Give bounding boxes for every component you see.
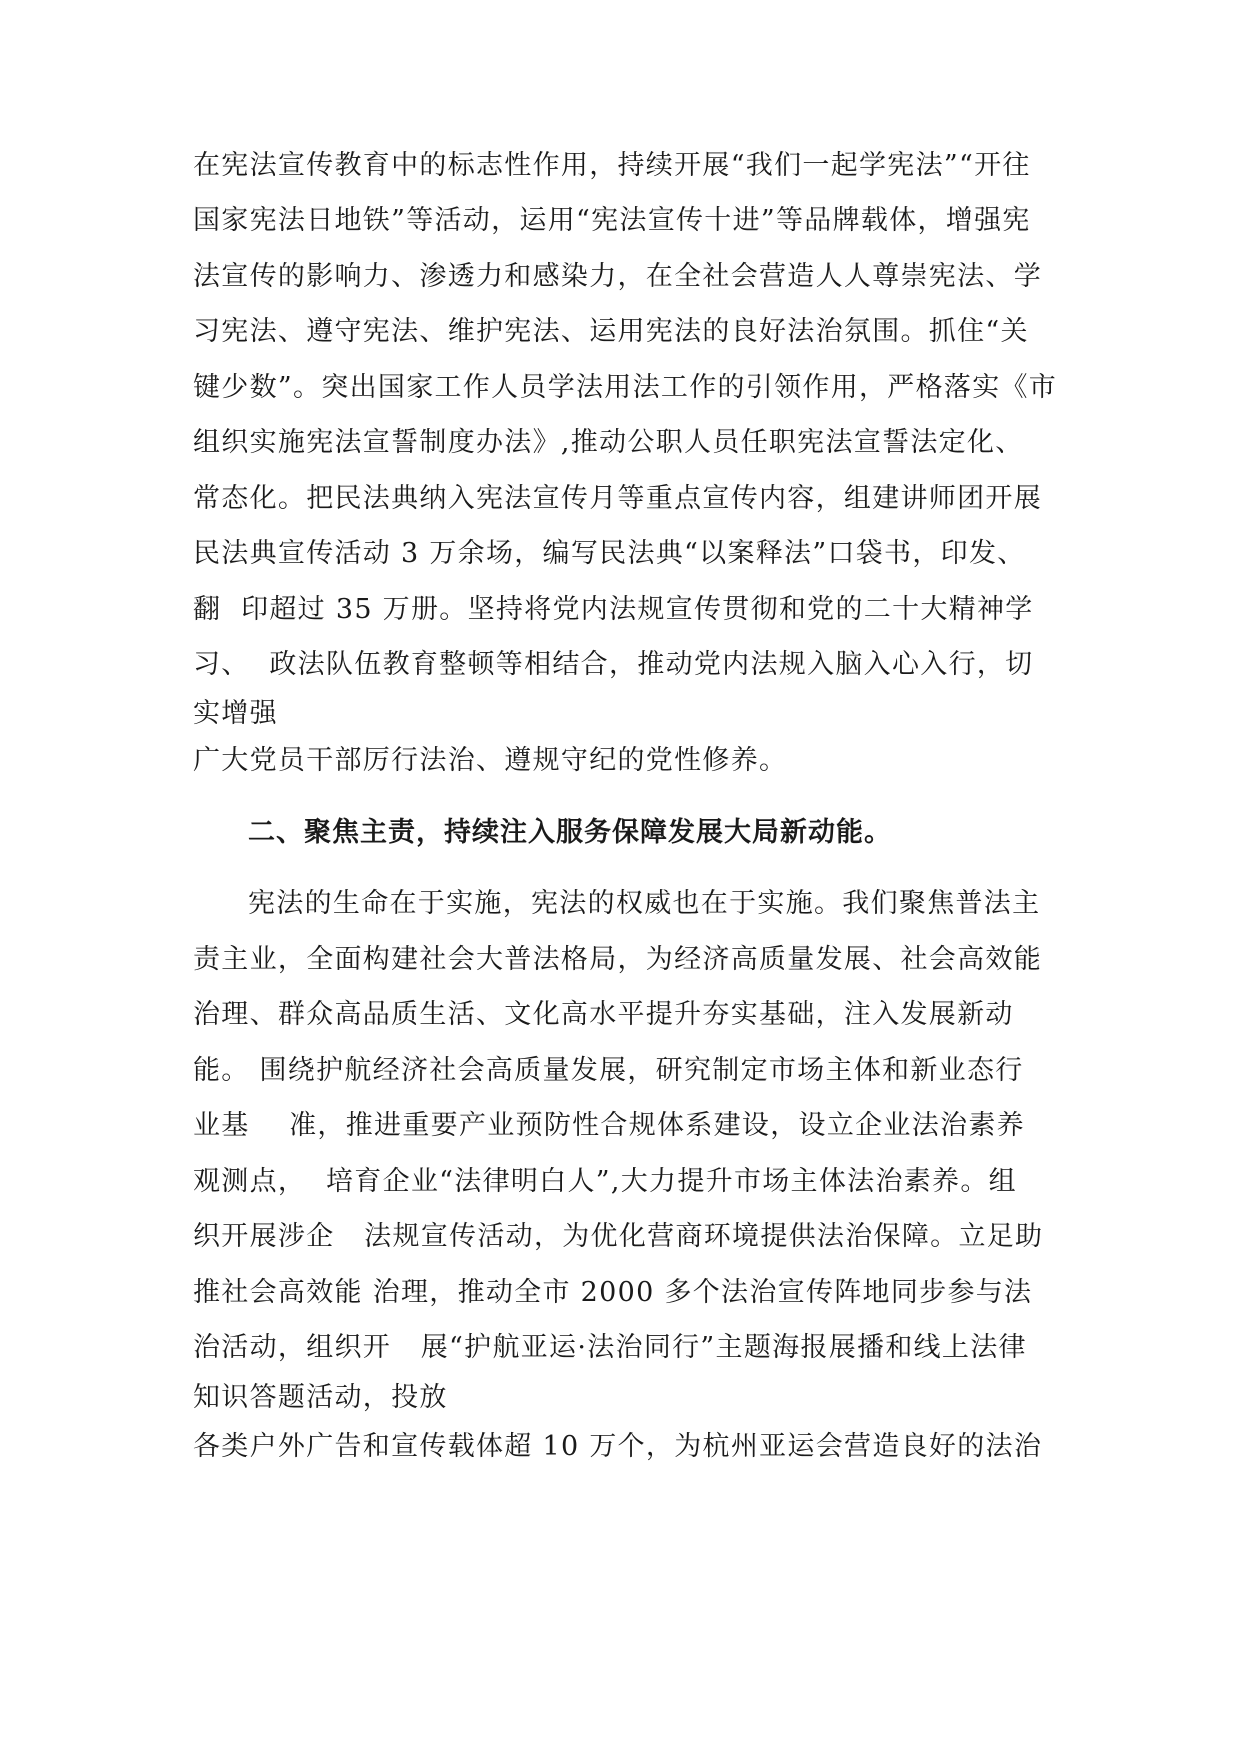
body-text-line: 能。 围绕护航经济社会高质量发展，研究制定市场主体和新业态行 xyxy=(193,1055,1024,1086)
body-text-line: 键少数”。突出国家工作人员学法用法工作的引领作用，严格落实《市 xyxy=(193,372,1058,403)
body-text-line: 业基 准，推进重要产业预防性合规体系建设，设立企业法治素养 xyxy=(193,1110,1025,1141)
body-text-line: 推社会高效能 治理，推动全市 2000 多个法治宣传阵地同步参与法 xyxy=(193,1277,1033,1308)
section-heading: 二、聚焦主责，持续注入服务保障发展大局新动能。 xyxy=(248,817,892,848)
body-text-line: 广大党员干部厉行法治、遵规守纪的党性修养。 xyxy=(193,745,788,776)
body-text-line: 责主业，全面构建社会大普法格局，为经济高质量发展、社会高效能 xyxy=(193,944,1042,975)
body-text-line: 各类户外广告和宣传载体超 10 万个，为杭州亚运会营造良好的法治 xyxy=(193,1431,1043,1462)
body-text-line: 在宪法宣传教育中的标志性作用，持续开展“我们一起学宪法”“开往 xyxy=(193,150,1031,181)
body-text-line: 织开展涉企 法规宣传活动，为优化营商环境提供法治保障。立足助 xyxy=(193,1221,1044,1252)
body-text-line: 法宣传的影响力、渗透力和感染力，在全社会营造人人尊崇宪法、学 xyxy=(193,261,1042,292)
body-text-line: 知识答题活动，投放 xyxy=(193,1382,448,1413)
body-text-line: 治活动，组织开 展“护航亚运·法治同行”主题海报展播和线上法律 xyxy=(193,1332,1027,1363)
body-text-line: 实增强 xyxy=(193,698,278,729)
body-text-line: 翻 印超过 35 万册。坚持将党内法规宣传贯彻和党的二十大精神学 xyxy=(193,594,1034,625)
paragraph-first-line: 宪法的生命在于实施，宪法的权威也在于实施。我们聚焦普法主 xyxy=(248,888,1041,919)
body-text-line: 习宪法、遵守宪法、维护宪法、运用宪法的良好法治氛围。抓住“关 xyxy=(193,316,1029,347)
body-text-line: 习、 政法队伍教育整顿等相结合，推动党内法规入脑入心入行，切 xyxy=(193,649,1034,680)
body-text-line: 民法典宣传活动 3 万余场，编写民法典“以案释法”口袋书，印发、 xyxy=(193,538,1026,569)
body-text-line: 治理、群众高品质生活、文化高水平提升夯实基础，注入发展新动 xyxy=(193,999,1014,1030)
body-text-line: 常态化。把民法典纳入宪法宣传月等重点宣传内容，组建讲师团开展 xyxy=(193,483,1042,514)
body-text-line: 国家宪法日地铁”等活动，运用“宪法宣传十进”等品牌载体，增强宪 xyxy=(193,205,1031,236)
body-text-line: 观测点， 培育企业“法律明白人”,大力提升市场主体法治素养。组 xyxy=(193,1166,1017,1197)
body-text-line: 组织实施宪法宣誓制度办法》,推动公职人员任职宪法宣誓法定化、 xyxy=(193,427,1024,458)
